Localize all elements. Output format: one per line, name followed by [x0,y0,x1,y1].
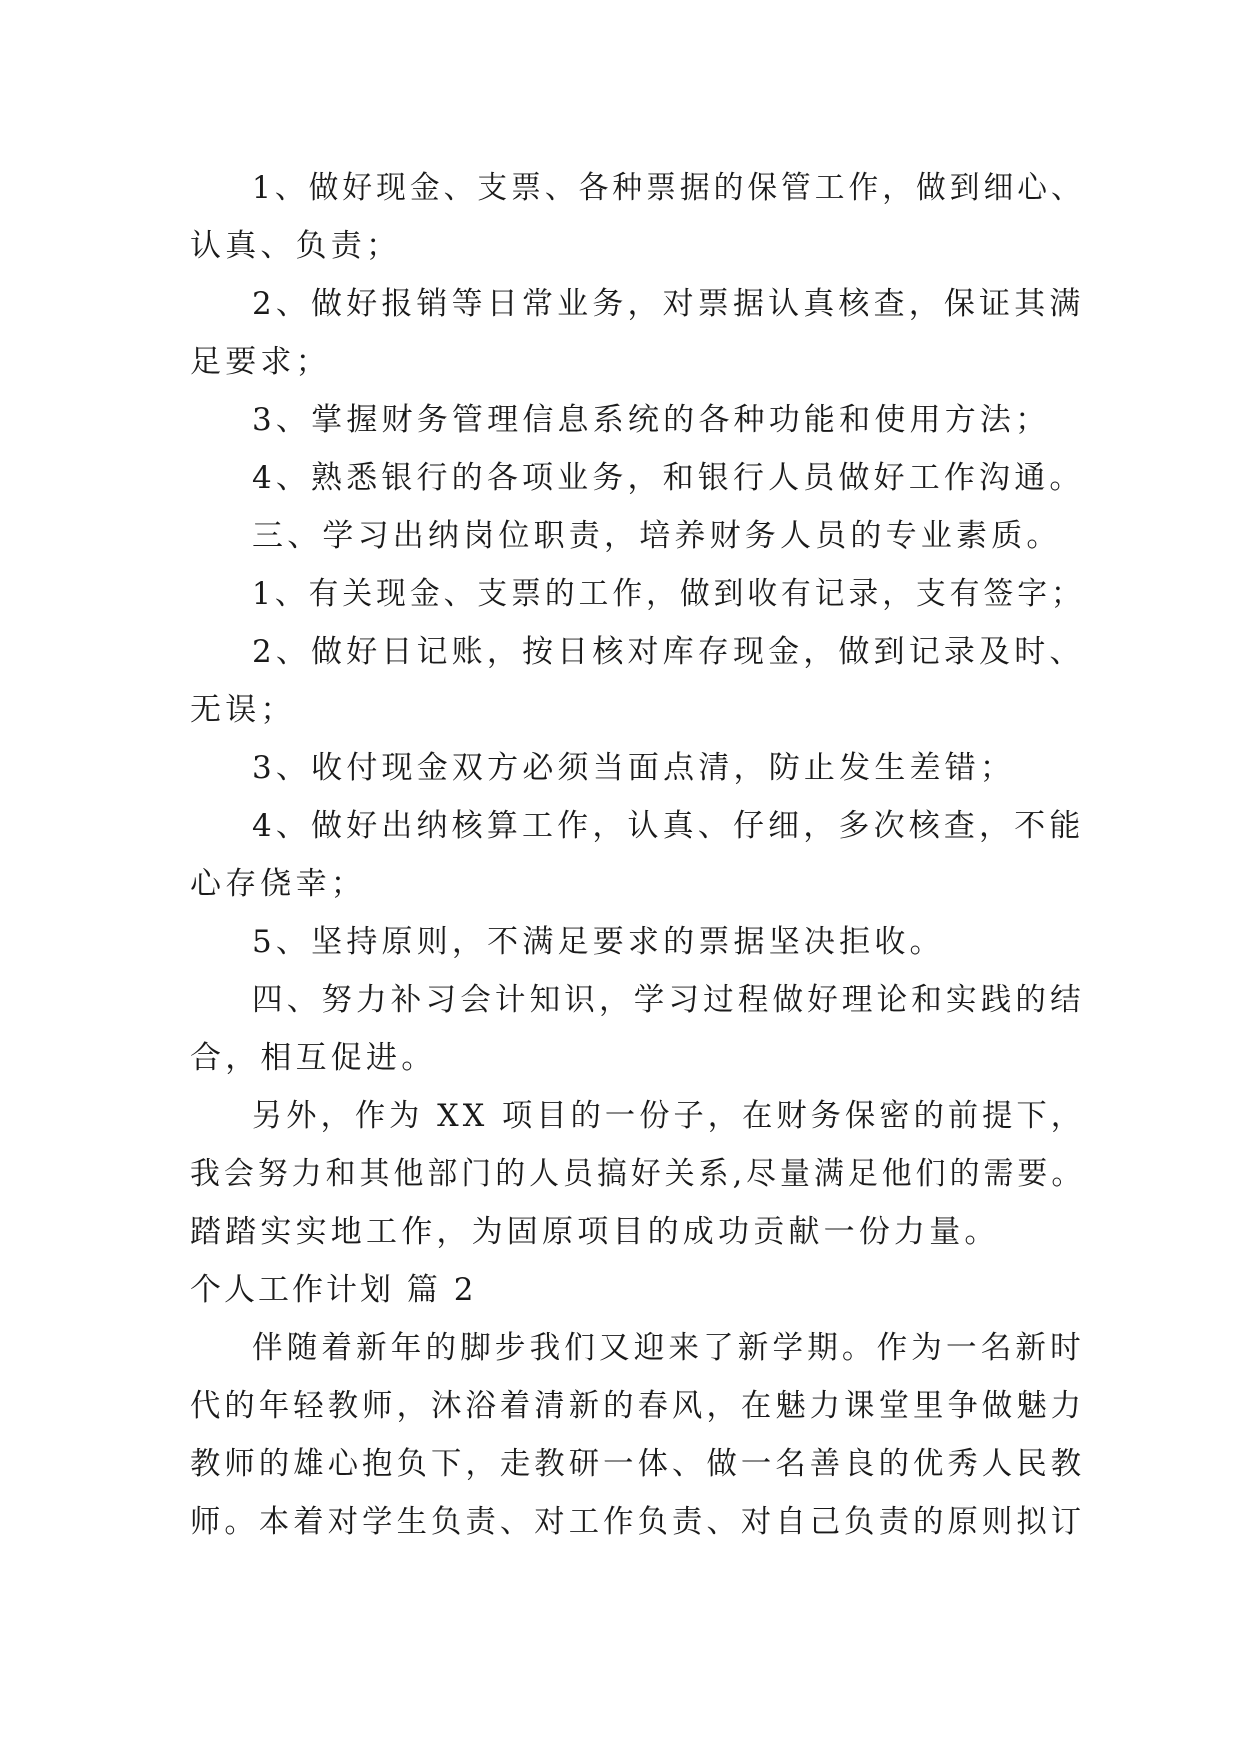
text-line: 2、做好报销等日常业务，对票据认真核查，保证其满 [252,286,1085,322]
text-line: 4、做好出纳核算工作，认真、仔细，多次核查，不能 [252,808,1085,844]
text-line: 教师的雄心抱负下，走教研一体、做一名善良的优秀人民教 [190,1446,1086,1482]
text-line: 踏踏实实地工作，为固原项目的成功贡献一份力量。 [190,1214,1000,1250]
text-line: 2、做好日记账，按日核对库存现金，做到记录及时、 [252,634,1085,670]
text-line: 3、掌握财务管理信息系统的各种功能和使用方法； [252,402,1051,438]
text-line: 5、坚持原则，不满足要求的票据坚决拒收。 [252,924,945,960]
text-line: 1、做好现金、支票、各种票据的保管工作，做到细心、 [252,170,1085,206]
text-line: 另外，作为 XX 项目的一份子，在财务保密的前提下， [252,1098,1086,1134]
text-line: 代的年轻教师，沐浴着清新的春风，在魅力课堂里争做魅力 [190,1388,1086,1424]
text-line: 无误； [190,692,296,728]
text-line: 认真、负责； [190,228,402,264]
text-line: 3、收付现金双方必须当面点清，防止发生差错； [252,750,1016,786]
text-line: 我会努力和其他部门的人员搞好关系,尽量满足他们的需要。 [190,1156,1086,1192]
text-line: 合，相互促进。 [190,1040,437,1076]
text-line: 师。本着对学生负责、对工作负责、对自己负责的原则拟订 [190,1504,1086,1540]
text-line: 足要求； [190,344,331,380]
text-line: 心存侥幸； [190,866,366,902]
text-line: 伴随着新年的脚步我们又迎来了新学期。作为一名新时 [252,1330,1085,1366]
text-line: 4、熟悉银行的各项业务，和银行人员做好工作沟通。 [252,460,1085,496]
section-heading: 三、学习出纳岗位职责，培养财务人员的专业素质。 [252,518,1062,554]
article-title: 个人工作计划 篇 2 [190,1272,477,1308]
section-heading: 四、努力补习会计知识，学习过程做好理论和实践的结 [252,982,1085,1018]
text-line: 1、有关现金、支票的工作，做到收有记录，支有签字； [252,576,1085,612]
